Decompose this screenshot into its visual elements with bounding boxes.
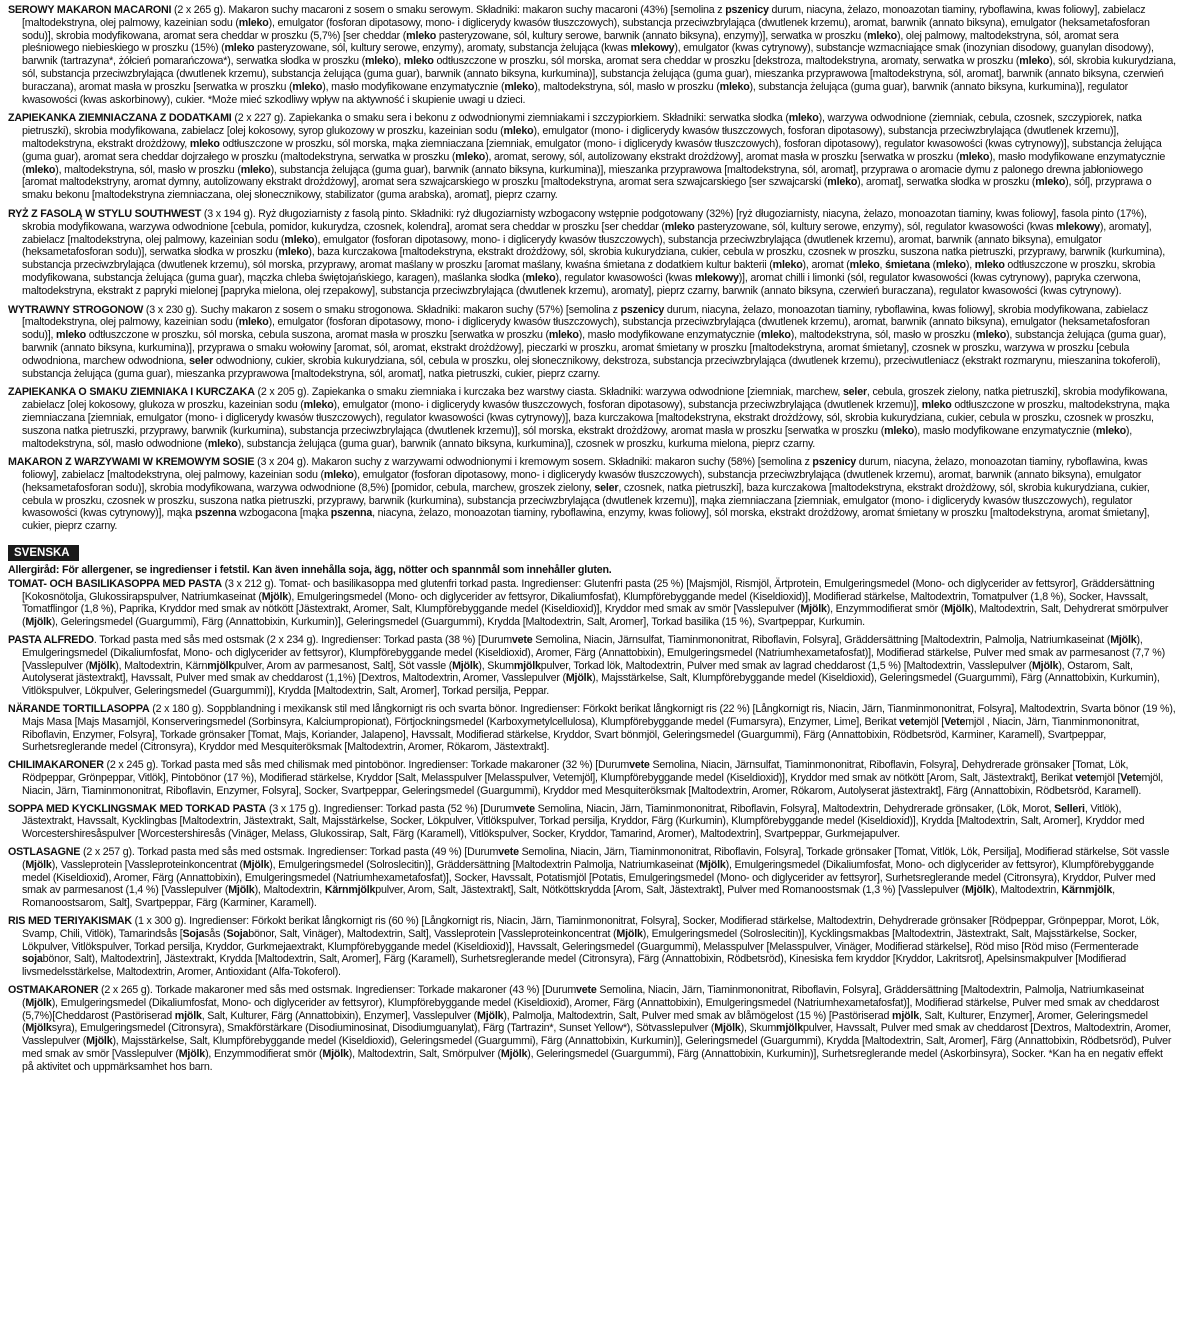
ingredient-text: odtłuszczone w proszku, sól morska, cebula suszona, aromat masła w proszku [serwatka w proszku ( (85, 329, 549, 342)
allergen-highlight: seler (189, 354, 214, 367)
allergen-highlight: mleko (238, 16, 269, 29)
swedish-section-header: SVENSKA (8, 545, 79, 561)
ingredient-text: ), maltodekstryna, sól, masło w proszku ( (534, 80, 720, 93)
allergen-highlight: mleko (303, 399, 334, 412)
allergen-highlight: vete (1075, 772, 1096, 785)
ingredient-text: ), Vassleprotein [Vassleproteinkoncentrat ( (51, 858, 243, 871)
ingredient-text: (2 x 257 g). Torkad pasta med sås med ostsmak. Ingredienser: Torkad pasta (49 %) [Durum (80, 846, 499, 859)
product-name: SEROWY MAKARON MACARONI (8, 4, 172, 16)
product-name: NÄRANDE TORTILLASOPPA (8, 703, 150, 716)
allergen-highlight: Mjölk (800, 603, 827, 616)
ingredient-text: ), (394, 55, 404, 68)
ingredient-text: odtłuszczone w proszku, sól morska, aromat sera cheddar w proszku [dekstroza, maltodekstryna, aromaty, serwatka w proszku ( (433, 55, 1020, 68)
ingredient-text: ), sól, skrobia kukurydziana, sól, substancja przeciwzbrylająca (dwutlenek krzemu), substancja żelująca (guma guar), barwnik (annato biksyna, kurkumina)], substancja żelująca (guma guar), mieszanka przyprawowa [maltodekstryna, sól, aromat], barwnik (annato biksyna, czerwień buraczana), aromat masła w proszku [serwatka w proszku ( (22, 55, 1176, 93)
allergen-highlight: Mjölk (228, 884, 255, 897)
ingredient-text: pulver, Arom av parmesanost, Salt], Söt vassle ( (234, 659, 453, 672)
allergen-highlight: vete (498, 846, 519, 859)
allergen-highlight: mleko (455, 150, 486, 163)
allergen-highlight: mleko (1019, 55, 1050, 68)
allergen-highlight: soja (22, 953, 43, 966)
ingredient-text: ), Skum (478, 659, 514, 672)
ingredient-text: ), Emulgeringsmedel (Dikaliumfosfat, Mono- och diglycerider av fettsyror), Klumpförebyggande medel (Kiseldioxid), Aromer, Färg (Annattobixin), Emulgeringsmedel (Natriumhexametafosfat)], Modifierad stärkelse, Pulver med smak av cheddarost (5,7%)[Cheddarost (Pastöriserad (22, 996, 1160, 1022)
ingredient-text: (2 x 245 g). Torkad pasta med sås med chilismak med pintobönor. Ingredienser: Torkade makaroner (32 %) [Durum (103, 759, 630, 772)
ingredient-text: ), Emulgeringsmedel (Dikaliumfosfat, Mono- och diglycerider av fettsyror), Klumpförebyggande medel (Kiseldioxid), Aromer, Färg (Annattobixin), Emulgeringsmedel (Natriumhexametafosfat)], Modifierad stärkelse, Pulver med smak av parmesanost (7,7 %) [Vasslepulver ( (22, 634, 1165, 672)
allergen-highlight: mleko (772, 259, 803, 272)
ingredient-text: ), baza kurczakowa [maltodekstryna, ekstrakt drożdżowy, sól, skrobia kukurydziana, cukier, cebula w proszku, czosnek w proszku, suszona natka pietruszki, przyprawy, barwnik (kurkumina), substancja przeciwzbrylająca (dwutlenek krzemu), sól morska, przyprawy, aromat maślany w proszku [aromat maślany, kwaśna śmietana z dodatkiem kultur bakterii ( (22, 246, 1165, 272)
allergen-highlight: mleko (406, 29, 437, 42)
swedish-allergy-note: Allergiråd: För allergener, se ingredienser i fetstil. Kan även innehålla soja, ägg, nötter och spannmål som innehåller gluten. (8, 564, 612, 577)
ingredient-text: ), maltodekstryna, sól, masło w proszku ( (790, 329, 977, 342)
allergen-highlight: Mjölk (25, 996, 52, 1009)
ingredient-text: ), aromaty], zabielacz [maltodekstryna, olej palmowy, kazeinian sodu ( (22, 220, 1152, 246)
allergen-highlight: pszenna (330, 507, 373, 520)
allergen-highlight: vete (629, 759, 650, 772)
ingredient-text: ), emulgator (fosforan dipotasowy, mono- i diglicerydy kwasów tłuszczowych), substancja przeciwzbrylająca (dwutlenek krzemu), aromat, barwnik (annato biksyna), emulgator (heksametafosforan sodu)], skrobia modyfikowana, aromat sera cheddar w proszku (5,7%) [ser cheddar ( (22, 16, 1150, 42)
ingredient-text: (3 x 204 g). Makaron suchy z warzywami odwodnionymi i kremowym sosem. Składniki: makaron suchy (58%) [semolina z (254, 456, 813, 469)
product-ingredient-entry (8, 703, 1176, 754)
ingredient-text: Semolina, Niacin, Järn, Tiaminmononitrat, Riboflavin, Folsyra], Gräddersättning [Maltodextrin, Palmolja, Natriumkaseinat ( (22, 983, 1144, 1009)
allergen-highlight: Mjölk (25, 1022, 52, 1035)
product-name: SOPPA MED KYCKLINGSMAK MED TORKAD PASTA (8, 802, 267, 815)
ingredient-text: bönor, Salt, Vinäger), Maltodextrin, Salt], Vassleprotein [Vassleproteinkoncentrat ( (248, 927, 617, 940)
ingredient-text: ), substancja żelująca (guma guar), barwnik (annato biksyna, kurkumina)], mieszanka przyprawowa [maltodekstryna, sól, aromat], przyprawa o aromacie dymu z palonego drewna jabłoniowego [aromat maltodekstryny, aromat dymny, autolizowany ekstrakt drożdżowy], aromat sera szwajcarskiego w proszku [maltodekstryna, aromat sera szwajcarskiego [ser szwajcarski ( (22, 163, 1143, 189)
ingredient-text: pasteryzowane, sól, kultury serowe, enzymy), aromaty, substancja żelująca (kwas (254, 42, 631, 55)
ingredient-text: ), aromat], serwatka słodka w proszku ( (857, 176, 1036, 189)
ingredient-text: Semolina, Niacin, Järnsulfat, Tiaminmononitrat, Riboflavin, Folsyra], Gräddersättning [Maltodextrin, Palmolja, Natriumkaseinat ( (532, 634, 1111, 647)
allergen-highlight: Mjölk (477, 1009, 504, 1022)
allergen-highlight: mjölk (513, 659, 541, 672)
allergen-highlight: vete (511, 634, 533, 647)
allergen-highlight: mleko (921, 399, 952, 412)
ingredient-text: )], aromat chilli i limonki (sól, regulator kwasowości (kwas cytrynowy), papryka czerwona, maltodekstryna, ekstrakt z papryki mielonej [papryka mielona, olej rzepakowy], substancja przeciwzbrylająca (dwutlenek krzemu), aromaty], pieprz czarny, barwnik (annato biksyna, czerwień buraczana), regulator kwasowości (kwas cytrynowy). (22, 271, 1141, 297)
ingredient-text: ), emulgator (fosforan dipotasowy, mono- i diglicerydy kwasów tłuszczowych), substancja przeciwzbrylająca (dwutlenek krzemu), aromat, barwnik (annato biksyna), emulgator (heksametafosforan sodu)], serwatka słodka w proszku ( (22, 233, 1102, 259)
ingredient-text: , (879, 259, 886, 272)
ingredient-text: (3 x 230 g). Suchy makaron z sosem o smaku strogonowa. Składniki: makaron suchy (57%) [semolina z (143, 303, 621, 316)
ingredient-text: ), Emulgeringsmedel (Solroslecitin)], Gräddersättning [Maltodextrin Palmolja, Natriumkaseinat ( (269, 858, 700, 871)
allergen-highlight: pszenna (194, 507, 237, 520)
allergen-highlight: mjölk (207, 659, 235, 672)
ingredient-text: ), regulator kwasowości (kwas (555, 271, 695, 284)
polish-ingredients-section (8, 4, 1176, 533)
allergen-highlight: mleko (503, 125, 534, 138)
allergen-highlight: Mjölk (178, 1047, 206, 1060)
ingredient-text: , niacyna, żelazo, monoazotan tiaminy, ryboflawina, enzymy, kwas foliowy], sól morska, ekstrakt drożdżowy, aromat śmietany w proszku [maltodekstryna, aromat śmietany], cukier, pieprz czarny. (22, 507, 1150, 533)
product-ingredient-entry (8, 112, 1176, 202)
ingredient-text: ), masło modyfikowane enzymatycznie ( (913, 424, 1097, 437)
allergen-highlight: mleko (207, 437, 238, 450)
allergen-highlight: mleko (849, 259, 880, 272)
ingredient-text: ), aromat ( (802, 259, 850, 272)
ingredient-text: pulver, Torkad lök, Maltodextrin, Pulver med smak av lagrad cheddarost (1,5 %) [Maltodextrin, Vasslepulver ( (540, 659, 1032, 672)
allergen-highlight: mleko (760, 329, 791, 342)
ingredient-text: ), emulgator (fosforan dipotasowy, mono- i diglicerydy kwasów tłuszczowych), substancja przeciwzbrylająca (dwutlenek krzemu), aromat, barwnik (annato biksyna), emulgator (heksametafosforan sodu)], (22, 316, 1150, 342)
product-ingredient-entry (8, 4, 1176, 106)
allergen-highlight: mlekowy (630, 42, 675, 55)
allergen-highlight: pszenicy (620, 303, 665, 316)
product-name: WYTRAWNY STROGONOW (8, 303, 144, 316)
product-ingredient-entry (8, 208, 1176, 298)
ingredient-text: syra), Emulgeringsmedel (Citronsyra), Smakförstärkare (Disodiuminosinat, Disodiumguanylat), Färg (Tartrazin*, Sunset Yellow*), Sötvasslepulver ( (51, 1022, 715, 1035)
allergen-highlight: Soja (226, 927, 249, 940)
ingredient-text: (2 x 227 g). Zapiekanka o smaku sera i bekonu z odwodnionymi ziemniakami i szczypiorkiem. Składniki: serwatka słodka ( (231, 112, 789, 125)
allergen-highlight: Mjölk (88, 659, 116, 672)
ingredient-text: bönor, Salt), Maltodextrin], Jästextrakt, Krydda [Maltodextrin, Salt, Aromer], Färg (Karamell), Surhetsreglerande medel (Citronsyra), Färg (Annattobixin, Rödbetsröd), Kinesiska fem kryddor [Kryddor, Lakritsrot], Apelsinsmakpulver [Modifierad livsmedelsstärkelse, Maltodextrin, Aromer, Antioxidant (Alfa-Tokoferol). (22, 953, 1126, 979)
allergen-highlight: vete (899, 715, 920, 728)
allergen-highlight: Mjölk (242, 858, 270, 871)
ingredient-text: odtłuszczone w proszku, skrobia modyfikowana, substancja żelująca (guma guar), mączka chleba świętojańskiego, karagen), maślanka słodka ( (22, 259, 1156, 284)
ingredient-text: , Salt, Kulturer, Färg (Annattobixin), Enzymer], Vasslepulver ( (201, 1009, 478, 1022)
ingredient-text: ), Geleringsmedel (Guargummi), Färg (Annattobixin, Kurkumin)], Surhetsreglerande medel (Askorbinsyra), Socker. *Kan ha en negativ effekt på aktivitet och uppmärksamhet hos barn. (22, 1047, 1163, 1073)
allergen-highlight: mleko (827, 176, 858, 189)
allergen-highlight: mjölk (776, 1022, 803, 1035)
ingredient-text: durum, niacyna, żelazo, monoazotan tiaminy, ryboflawina, kwas foliowy], zabielacz [maltodekstryna, olej palmowy, kazeinian sodu ( (22, 456, 1148, 482)
ingredient-text: ), substancja żelująca (guma guar), barwnik (annato biksyna, kurkumina)], czosnek w proszku, kurkuma mielona, pieprz czarny. (237, 437, 816, 450)
allergen-highlight: Mjölk (1110, 634, 1137, 647)
ingredient-text: ), Emulgeringsmedel (Dikaliumfosfat, Mono- och diglycerider av fettsyror), Klumpförebyggande medel (Kiseldioxid), Aromer, Färg (Annattobixin), Emulgeringsmedel (Natriumhexametafosfat)], Socker, Havssalt, Potatismjöl [Potatis, Emulgeringsmedel (Mono- och diglycerider av fettsyror], Surhetsreglerande medel (Citronsyra), Kryddor, Pulver med smak av parmesanost (1,4 %) [Vasslepulver ( (22, 858, 1156, 897)
ingredient-text: ), olej palmowy, maltodekstryna, sól, aromat sera pleśniowego niebieskiego w proszku (15%) ( (22, 29, 1119, 55)
ingredient-text: pulver, Arom, Salt, Jästextrakt], Salt, Nötköttskrydda [Arom, Salt, Jästextrakt], Pulver med Romanoostsmak (1,3 %) [Vasslepulver ( (375, 884, 966, 897)
ingredient-text: wzbogacona [mąka (236, 507, 331, 520)
allergen-highlight: Vete (1120, 772, 1142, 785)
allergen-highlight: mlekowy (694, 271, 739, 284)
allergen-highlight: mleko (1096, 424, 1126, 437)
ingredient-text: ), Emulgeringsmedel (Solroslecitin)], Kycklingsmakbas [Maltodextrin, Jästextrakt, Salt, Majsstärkelse, Socker, Lökpulver, Vitlökspulver, Torkad persilja, Kryddor, Gurkmejaextrakt, Klumpförebyggande medel (Kiseldioxid)], Havssalt, Geleringsmedel (Guargummi), Melasspulver [Melasspulver, Vinäger, Modifierad stärkelse], Röd miso [Röd miso (Fermenterade (22, 927, 1139, 953)
allergen-highlight: Mjölk (1031, 659, 1059, 672)
ingredient-text: ), aromat, serowy, sól, autolizowany ekstrakt drożdżowy], aromat masła w proszku [serwatka w proszku ( (485, 150, 960, 163)
ingredient-text: ), warzywa odwodnione (ziemniak, cebula, czosnek, szczypiorek, natka pietruszki), skrobia modyfikowana, zabielacz [olej kokosowy, syrop glukozowy w proszku, kazeinian sodu ( (22, 112, 1142, 138)
allergen-highlight: mleko (935, 259, 966, 272)
allergen-highlight: Mjölk (565, 672, 593, 685)
ingredient-text: , cebula, groszek zielony, natka pietruszki], skrobia modyfikowana, zabielacz [olej kokosowy, glukoza w proszku, kazeinian sodu ( (22, 386, 1168, 412)
allergen-highlight: Kärnmjölk (1061, 884, 1113, 897)
product-name: RIS MED TERIYAKISMAK (8, 915, 132, 927)
allergen-highlight: mleko (284, 233, 315, 246)
allergen-highlight: Mjölk (714, 1022, 741, 1035)
ingredient-text: (2 x 265 g). Torkade makaroner med sås med ostsmak. Ingredienser: Torkade makaroner (43 %) [Durum (98, 983, 577, 996)
ingredient-text: ), substancja żelująca (guma guar), barwnik (annato biksyna, kurkumina)], regulator kwasowości (kwas askorbinowy), cukier. *Może mieć szkodliwy wpływ na aktywność i skupienie uwagi u dzieci. (22, 80, 1128, 106)
allergen-highlight: mleko (504, 80, 535, 93)
allergen-highlight: vete (576, 983, 597, 996)
allergen-highlight: mleko (974, 259, 1005, 272)
ingredient-text: ( (929, 259, 936, 272)
ingredient-text: ), masło modyfikowane enzymatycznie ( (578, 329, 761, 342)
product-name: ZAPIEKANKA O SMAKU ZIEMNIAKA I KURCZAKA (8, 386, 255, 399)
ingredient-text: mjöl , Niacin, Järn, Tianminmononitrat, Riboflavin, Enzymer, Folsyra], Torkade grönsaker [Tomat, Majs, Koriander, Jalapeno], Havssalt, Modifierad stärkelse, Kryddor, Svart bönmjöl, Geleringsmedel (Guargummi), Färg (Annattobixin, Rödbetsröd, Karminer, Karamell), Svartpeppar, Surhetsreglerande medel (Citronsyra), Kryddor med Mesquiteröksmak [Maltodextrin, Aromer, Rökarom, Jästextrakt]. (22, 715, 1140, 754)
ingredient-text: pasteryzowane, sól, kultury serowe, barwnik (annato biksyna), enzymy)], serwatka w proszku ( (436, 29, 868, 42)
ingredient-text: Semolina, Niacin, Järn, Tiaminmononitrat, Riboflavin, Folsyra], Torkade grönsaker [Tomat, Vitlök, Lök, Persilja], Modifierad stärkelse, Söt vassle ( (22, 846, 1170, 871)
ingredient-text: (3 x 194 g). Ryż długoziarnisty z fasolą pinto. Składniki: ryż długoziarnisty wzbogacony wstępnie podgotowany (32%) [ryż długoziarnisty, niacyna, żelazo, monoazotan tiaminy, kwas foliowy], fasola pinto (17%), skrobia modyfikowana, warzywa odwodnione [cebula, pomidor, kukurydza, czosnek, kolendra], aromat sera cheddar w proszku [ser cheddar ( (22, 207, 1147, 233)
allergen-highlight: mleko (403, 55, 434, 68)
allergen-highlight: mleko (976, 329, 1007, 342)
allergen-highlight: mleko (719, 80, 750, 93)
allergen-highlight: mleko (278, 246, 309, 259)
ingredient-text: ), Maltodextrin, Salt, Smörpulver ( (348, 1047, 501, 1060)
product-ingredient-entry (8, 578, 1176, 629)
product-name: OSTMAKARONER (8, 983, 99, 996)
ingredient-text: , Romanoostsarom, Salt], Svartpeppar, Färg (Karminer, Karamell). (22, 884, 1115, 910)
ingredient-text: durum, niacyna, żelazo, monoazotan tiaminy, ryboflawina, kwas foliowy], skrobia modyfikowana, zabielacz [maltodekstryna, olej palmowy, kazeinian sodu ( (22, 303, 1149, 329)
ingredient-text: ), emulgator (fosforan dipotasowy, mono- i diglicerydy kwasów tłuszczowych), substancja przeciwzbrylająca (dwutlenek krzemu), aromat, barwnik (annato biksyna), emulgator (heksametafosforan sodu)], skrobia modyfikowana, warzywa odwodnione (8,5%) [pomidor, cebula, marchew, groszek zielony, (22, 469, 1142, 494)
ingredient-text: ), maltodekstryna, sól, masło w proszku ( (55, 163, 241, 176)
allergen-highlight: mjölk (892, 1009, 919, 1022)
ingredient-text: durum, niacyna, żelazo, monoazotan tiaminy, ryboflawina, kwas foliowy], zabielacz [maltodekstryna, olej palmowy, kazeinian sodu ( (22, 4, 1146, 29)
allergen-highlight: mleko (884, 424, 914, 437)
product-name: CHILIMAKARONER (8, 759, 104, 772)
ingredient-text: ), Skum (740, 1022, 777, 1035)
ingredient-text: , czosnek, natka pietruszki], baza kurczakowa [maltodekstryna, ekstrakt drożdżowy, sól, skrobia kukurydziana, cukier, cebula w proszku, czosnek w proszku, suszona natka pietruszki, przyprawy, barwnik (kurkumina), substancja przeciwzbrylająca (dwutlenek krzemu)], mąka ziemniaczana [ziemniak, emulgator (mono- i diglicerydy kwasów tłuszczowych), regulator kwasowości (kwas cytrynowy)], mąka (22, 481, 1150, 520)
ingredient-text: ), Majsstärkelse, Salt, Klumpförebyggande medel (Kiseldioxid), Geleringsmedel (Guargummi), Färg (Annattobixin, Kurkumin), Vitlökspulver, Lökpulver, Geleringsmedel (Guargummi)], Krydda [Maltodextrin, Salt, Aromer], Torkad persilja, Peppar. (22, 672, 1160, 698)
allergen-highlight: Mjölk (86, 1035, 113, 1048)
ingredient-text: ), emulgator (mono- i diglicerydy kwasów tłuszczowych, fosforan dipotasowy), substancja przeciwzbrylająca (dwutlenek krzemu)], (333, 399, 922, 412)
ingredient-text: ), Maltodextrin, Kärn (115, 659, 208, 672)
allergen-highlight: mlekowy (1056, 220, 1100, 233)
ingredient-text: Semolina, Niacin, Järnsulfat, Tiaminmononitrat, Riboflavin, Folsyra], Dehydrerade grönsaker [Tomat, Lök, Rödpeppar, Grönpeppar, Vitlök], Pintobönor (17 %), Modifierad stärkelse, Kryddor [Salt, Melasspulver [Melasspulver, Vetemjöl], Klumpförebyggande medel (Kiseldioxid)], Kryddor med smak av nötkött [Arom, Salt, Jästextrakt], Berikat (22, 759, 1129, 785)
ingredient-text: ), Maltodextrin, Salt, Dehydrerat smörpulver ( (22, 603, 1169, 629)
ingredient-text: ), Majsstärkelse, Salt, Klumpförebyggande medel (Kiseldioxid), Geleringsmedel (Guargummi), Färg (Annattobixin, Kurkumin)], Geleringsmedel (Guargummi), Krydda [Maltodextrin, Salt, Aromer], Färg (Annattobixin, Rödbetsröd), Pulver med smak av smör [Vasslepulver ( (22, 1035, 1172, 1060)
product-ingredient-entry (8, 915, 1176, 979)
ingredient-text: mjöl [ (919, 715, 945, 728)
ingredient-text: (3 x 212 g). Tomat- och basilikasoppa med glutenfri torkad pasta. Ingredienser: Glutenfri pasta (25 %) [Majsmjöl, Rismjöl, Ärtprotein, Emulgeringsmedel (Mono- och diglycerider av fettsyror], Gräddersättning [Kokosnötolja, Glukossirapspulver, Natriumkaseinat ( (22, 577, 1155, 603)
allergen-highlight: Vete (944, 715, 966, 728)
allergen-highlight: mleko (224, 42, 255, 55)
product-name: OSTLASAGNE (8, 846, 81, 859)
allergen-highlight: mleko (548, 329, 579, 342)
ingredient-text: , Salt, Kulturer, Enzymer], Aromer, Geleringsmedel ( (22, 1009, 1148, 1035)
product-ingredient-entry (8, 846, 1176, 910)
ingredient-text: ), maltodekstryna, sól, masło odwodnione ( (22, 424, 1133, 450)
ingredient-text: ), Enzymmodifierat smör ( (205, 1047, 323, 1060)
ingredient-text: pasteryzowane, sól, kultury serowe, enzymy), sól, regulator kwasowości (kwas (694, 220, 1057, 233)
allergen-highlight: Mjölk (965, 884, 992, 897)
allergen-highlight: vete (514, 802, 535, 815)
allergen-highlight: mleko (364, 55, 395, 68)
ingredient-text: ), (965, 259, 975, 272)
allergen-highlight: seler (842, 386, 867, 399)
product-name: TOMAT- OCH BASILIKASOPPA MED PASTA (8, 577, 222, 590)
ingredient-text: ), Ostarom, Salt, Autolyserat jästextrakt], Havssalt, Pulver med smak av cheddarost (1,1%) [Dextros, Maltodextrin, Aromer, Vasslepulver ( (22, 659, 1133, 685)
ingredient-text: Semolina, Niacin, Järn, Tiaminmononitrat, Riboflavin, Folsyra], Maltodextrin, Dehydrerade grönsaker, (Lök, Morot, (534, 802, 1055, 815)
ingredient-text: . Torkad pasta med sås med ostsmak (2 x 234 g). Ingredienser: Torkad pasta (38 %) [Durum (93, 634, 512, 647)
ingredient-text: , Vitlök), Jästextrakt, Havssalt, Kycklingbas [Maltodextrin, Jästextrakt, Salt, Majsstärkelse, Socker, Lökpulver, Vitlökspulver, Torkad persilja, Kryddor, Färg (Kurkumin), Klumpförebyggande medel (Kiseldioxid)], Krydda [Maltodextrin, Salt, Aromer], Kryddor med Worcestershiresåspulver [Worcestershiresås (Vinäger, Melass, Glukossirap, Salt, Färg (Karamell), Vitlökspulver, Socker, Kryddor, Tamarind, Aromer), Maltodextrin], Svartpeppar, Gurkmejapulver. (22, 802, 1145, 841)
allergen-highlight: śmietana (885, 259, 930, 272)
ingredient-text: ), substancja żelująca (guma guar), barwnik (annato biksyna, kurkumina)], przyprawa o smaku wołowiny [aromat, sól, aromat, ekstrakt drożdżowy], pieczarki w proszku, aromat śmietany w proszku [maltodekstryna, aromat śmietany], czosnek w proszku, warzywa w proszku [cebula odwodniona, marchew odwodniona, (22, 329, 1166, 367)
ingredient-text: odtłuszczone w proszku, sól morska, mąka ziemniaczana [ziemniak, emulgator (mono- i diglicerydy kwasów tłuszczowych), fosforan dipotasowy), regulator kwasowości (kwas cytrynowy)], substancja żelująca (guma guar), aromat sera cheddar dojrzałego w proszku (maltodekstryna, serwatka w proszku ( (22, 137, 1162, 163)
ingredient-text: mjöl [ (1095, 772, 1121, 785)
product-ingredient-entry (8, 304, 1176, 381)
ingredient-text: ), Geleringsmedel (Guargummi), Färg (Annattobixin, Kurkumin)], Geleringsmedel (Guargummi), Krydda [Maltodextrin, Salt, Aromer], Torkad basilika (15 %), Svartpeppar, Kurkumin. (51, 616, 865, 629)
product-name: PASTA ALFREDO (8, 634, 94, 647)
allergen-highlight: mleko (664, 220, 695, 233)
product-ingredient-entry (8, 759, 1176, 797)
allergen-highlight: Mjölk (616, 927, 643, 940)
allergen-highlight: Mjölk (944, 603, 971, 616)
allergen-highlight: mleko (238, 316, 269, 329)
allergen-highlight: mleko (189, 137, 220, 150)
ingredient-text: (3 x 175 g). Ingredienser: Torkad pasta (52 %) [Durum (266, 802, 515, 815)
product-ingredient-entry (8, 634, 1176, 698)
allergen-highlight: Mjölk (25, 858, 52, 871)
ingredient-text: ), Palmolja, Maltodextrin, Salt, Pulver med smak av blåmögelost (15 %) [Pastöriserad (503, 1009, 893, 1022)
allergen-highlight: pszenicy (725, 4, 769, 16)
product-ingredient-entry (8, 984, 1176, 1074)
allergen-highlight: mleko (292, 80, 323, 93)
ingredient-text: ), emulgator (mono- i diglicerydy kwasów tłuszczowych, fosforan dipotasowy), substancja przeciwzbrylająca (dwutlenek krzemu)], maltodekstryna, ekstrakt drożdżowy, (22, 125, 1119, 150)
ingredient-text: ), emulgator (kwas cytrynowy), substancje wzmacniające smak (inozynian disodowy, guanylan disodowy), barwnik (tartrazyna*, żółcień pomarańczowa*), serwatka słodka w proszku ( (22, 42, 1154, 68)
ingredient-text: pulver, Havssalt, Pulver med smak av cheddarost [Dextros, Maltodextrin, Aromer, Vasslepulver ( (22, 1022, 1171, 1048)
ingredient-text: (2 x 180 g). Soppblandning i mexikansk stil med långkornigt ris och svarta bönor. Ingredienser: Förkokt berikat långkornigt ris (22 %) [Långkornigt ris, Niacin, Järn, Tianminmononitrat, Folsyra], Maltodextrin, Svarta bönor (19 %), Majs Masa [Majs Masamjöl, Konserveringsmedel (Sorbinsyra, Kalciumpropionat), Förtjockningsmedel (Karboxymetylcellulosa), Klumpförebyggande medel (Fumarsyra), Enzymer, Lime], Berikat (22, 703, 1176, 728)
allergen-highlight: mleko (959, 150, 990, 163)
ingredient-text: sås ( (204, 927, 227, 940)
allergen-highlight: mleko (788, 112, 819, 125)
ingredient-text: ), masło modyfikowane enzymatycznie ( (22, 150, 1166, 176)
swedish-ingredients-section (8, 578, 1176, 1074)
ingredient-text: odtłuszczone w proszku, maltodekstryna, mąka ziemniaczana [ziemniak, emulgator (mono- i diglicerydy kwasów tłuszczowych), regulator kwasowości (kwas cytrynowy)], baza kurczakowa [maltodekstryna, ekstrakt drożdżowy, sól, skrobia kukurydziana, cukier, cebula w proszku, czosnek w proszku, suszona natka pietruszki, przyprawy, barwnik (kurkumina), substancja przeciwzbrylająca (dwutlenek krzemu)], sól morska, ekstrakt drożdżowy, aromat masła w proszku [serwatka w proszku ( (22, 399, 1170, 437)
ingredient-text: ), Emulgeringsmedel (Mono- och diglycerider av fettsyror, Dikaliumfosfat), Klumpförebyggande medel (Kiseldioxid)], Modifierad stärkelse, Maltodextrin, Tomatpulver (1,8 %), Socker, Havssalt, Tomatflingor (1,8 %), Paprika, Kryddor med smak av nötkött [Jästextrakt, Aromer, Salt, Klumpförebyggande medel (Kiseldioxid)], Kryddor med smak av smör [Vasslepulver ( (22, 590, 1149, 616)
allergen-highlight: mleko (1035, 176, 1066, 189)
ingredient-text: (2 x 265 g). Makaron suchy macaroni z sosem o smaku serowym. Składniki: makaron suchy macaroni (43%) [semolina z (171, 4, 726, 16)
allergen-highlight: Mjölk (699, 858, 726, 871)
product-name: MAKARON Z WARZYWAMI W KREMOWYM SOSIE (8, 456, 255, 469)
allergen-highlight: mleko (525, 271, 556, 284)
ingredient-text: (2 x 205 g). Zapiekanka o smaku ziemniaka i kurczaka bez warstwy ciasta. Składniki: warzywa odwodnione [ziemniak, marchew, (254, 386, 843, 399)
allergen-highlight: Soja (182, 927, 205, 940)
ingredient-text: mjöl, Niacin, Järn, Tiaminmononitrat, Riboflavin, Enzymer, Folsyra], Socker, Svartpeppar, Geleringsmedel (Guargummi), Kryddor med Mesquiteröksmak [Maltodextrin, Aromer, Rökarom, Autolyserat jästextrakt], Färg (Annattobixin, Rödbetsröd, Karamell). (22, 772, 1164, 797)
allergen-highlight: Mjölk (25, 616, 52, 629)
allergen-highlight: mleko (56, 329, 86, 342)
product-ingredient-entry (8, 456, 1176, 533)
allergen-highlight: Kärnmjölk (324, 884, 376, 897)
allergen-highlight: pszenicy (812, 456, 856, 469)
ingredient-text: ), Enzymmodifierat smör ( (826, 603, 945, 616)
product-ingredient-entry (8, 803, 1176, 841)
allergen-highlight: Mjölk (500, 1047, 528, 1060)
allergen-highlight: mleko (867, 29, 897, 42)
product-ingredient-entry (8, 386, 1176, 450)
ingredient-text: odwodniony, cukier, skrobia kukurydziana, sól, cebula w proszku, olej słonecznikowy, dekstroza, substancja przeciwzbrylająca (dwutlenek krzemu), przeciwutleniacz (ekstrakt rozmarynu, mieszanina tokoferoli), substancja żelująca (guma guar), mieszanka przyprawowa [maltodekstryna, sól, aromat], natka pietruszki, cukier, pieprz czarny. (22, 354, 1161, 380)
allergen-highlight: Mjölk (452, 659, 479, 672)
ingredient-text: ), sól], przyprawa o smaku bekonu [maltodekstryna ziemniaczana, olej słonecznikowy, stabilizator (guma arabska), aromat], pieprz czarny. (22, 176, 1152, 202)
product-name: RYŻ Z FASOLĄ W STYLU SOUTHWEST (8, 207, 202, 220)
allergen-highlight: Mjölk (261, 590, 289, 603)
allergen-highlight: mjölk (174, 1009, 202, 1022)
allergen-highlight: mleko (25, 163, 56, 176)
allergen-highlight: mleko (240, 163, 271, 176)
ingredient-text: ), Maltodextrin, (254, 884, 325, 897)
allergen-highlight: Selleri (1054, 802, 1085, 815)
allergen-highlight: seler (594, 481, 619, 494)
allergen-highlight: Mjölk (322, 1047, 349, 1060)
ingredient-text: ), Maltodextrin, (991, 884, 1062, 897)
swedish-section-header-wrap (8, 543, 1176, 561)
allergen-highlight: mleko (323, 469, 354, 482)
ingredient-text: ), masło modyfikowane enzymatycznie ( (322, 80, 505, 93)
ingredient-text: (1 x 300 g). Ingredienser: Förkokt berikat långkornigt ris (60 %) [Långkornigt ris, Niacin, Järn, Tiaminmononitrat, Folsyra], Socker, Modifierad stärkelse, Maltodextrin, Dehydrerade grönsaker [Rödpeppar, Grönpeppar, Morot, Lök, Svamp, Chili, Vitlök), Tamarindsås [ (22, 915, 1160, 940)
product-name: ZAPIEKANKA ZIEMNIACZANA Z DODATKAMI (8, 112, 232, 125)
